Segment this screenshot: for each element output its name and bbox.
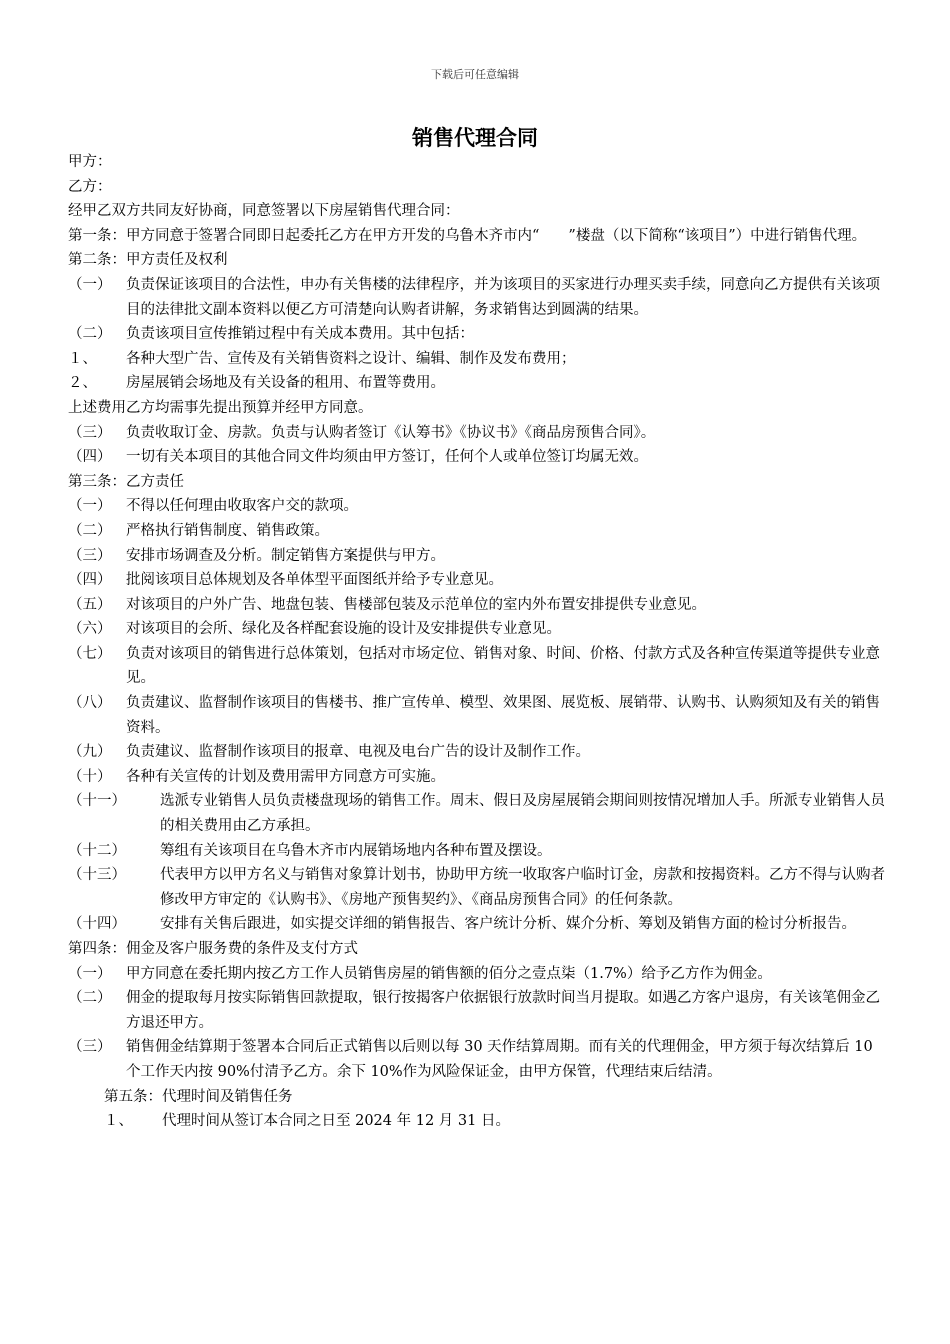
clause-number: （四）	[68, 449, 112, 466]
clause	[68, 839, 888, 864]
clause-number: （十三）	[68, 867, 126, 884]
clause-number: （九）	[68, 744, 112, 761]
clause-number: （二）	[68, 990, 112, 1007]
article-4-heading: 第四条：佣金及客户服务费的条件及支付方式	[68, 941, 358, 957]
document-title: 销售代理合同	[412, 126, 538, 150]
clause-number: （一）	[68, 498, 112, 515]
clause-number: （六）	[68, 621, 112, 638]
clause-text: 各种有关宣传的计划及费用需甲方同意方可实施。	[126, 768, 445, 785]
budget-note: 上述费用乙方均需事先提出预算并经甲方同意。	[68, 399, 373, 416]
clause-text: 甲方同意在委托期内按乙方工作人员销售房屋的销售额的佰分之壹点柒（1.7%）给予乙方作为佣金。	[126, 965, 772, 982]
clause-text: 安排市场调查及分析。制定销售方案提供与甲方。	[126, 547, 445, 564]
sub-clause-text: 代理时间从签订本合同之日至 2024 年 12 月 31 日。	[162, 1113, 510, 1130]
clause	[68, 691, 888, 740]
clause-text: 一切有关本项目的其他合同文件均须由甲方签订，任何个人或单位签订均属无效。	[126, 449, 648, 466]
clause	[68, 519, 888, 544]
clause-text: 负责建议、监督制作该项目的报章、电视及电台广告的设计及制作工作。	[126, 744, 590, 761]
clause-number: （八）	[68, 695, 112, 712]
clause	[68, 789, 888, 838]
clause-text: 负责对该项目的销售进行总体策划，包括对市场定位、销售对象、时间、价格、付款方式及各种宣传渠道等提供专业意见。	[126, 645, 880, 687]
clause-text: 批阅该项目总体规划及各单体型平面图纸并给予专业意见。	[126, 572, 503, 589]
clause-text: 筹组有关该项目在乌鲁木齐市内展销场地内各种布置及摆设。	[160, 842, 552, 859]
clause-text: 对该项目的户外广告、地盘包装、售楼部包装及示范单位的室内外布置安排提供专业意见。	[126, 596, 706, 613]
sub-clause-number: ２、	[68, 375, 97, 392]
article-5-heading: 第五条：代理时间及销售任务	[104, 1088, 293, 1105]
party-b-line: 乙方：	[68, 178, 112, 195]
clause-number: （十）	[68, 768, 112, 785]
clause-number: （七）	[68, 645, 112, 662]
clause-text: 严格执行销售制度、销售政策。	[126, 522, 329, 539]
clause-number: （三）	[68, 1039, 112, 1056]
sub-clause	[68, 371, 888, 396]
clause-number: （四）	[68, 572, 112, 589]
clause	[68, 740, 888, 765]
clause-number: （二）	[68, 326, 112, 343]
clause	[68, 962, 888, 987]
clause	[68, 617, 888, 642]
clause	[68, 322, 888, 347]
clause-number: （三）	[68, 424, 112, 441]
clause-number: （十一）	[68, 793, 126, 810]
clause	[68, 912, 888, 937]
clause	[68, 568, 888, 593]
clause-number: （三）	[68, 547, 112, 564]
clause	[68, 863, 888, 912]
sub-clause-number: １、	[104, 1113, 133, 1130]
clause	[68, 986, 888, 1035]
clause	[68, 642, 888, 691]
sub-clause	[68, 1109, 888, 1134]
clause-number: （十四）	[68, 916, 126, 933]
clause	[68, 273, 888, 322]
clause-number: （一）	[68, 276, 112, 293]
clause-text: 负责该项目宣传推销过程中有关成本费用。其中包括：	[126, 326, 474, 343]
clause-text: 销售佣金结算期于签署本合同后正式销售以后则以每 30 天作结算周期。而有关的代理佣金，甲方须于每次结算后 10 个工作天内按 90%付清予乙方。余下 10%作为风险保证金，由甲方保管，代理结束后结清。	[126, 1039, 873, 1080]
clause-text: 代表甲方以甲方名义与销售对象算计划书，协助甲方统一收取客户临时订金，房款和按揭资料。乙方不得与认购者修改甲方审定的《认购书》、《房地产预售契约》、《商品房预售合同》的任何条款。	[160, 867, 885, 908]
sub-clause-text: 房屋展销会场地及有关设备的租用、布置等费用。	[126, 375, 445, 392]
intro-line: 经甲乙双方共同友好协商，同意签署以下房屋销售代理合同：	[68, 203, 460, 220]
sub-clause-text: 各种大型广告、宣传及有关销售资料之设计、编辑、制作及发布费用；	[126, 350, 576, 367]
party-a-line: 甲方：	[68, 154, 112, 170]
clause-text: 佣金的提取每月按实际销售回款提取，银行按揭客户依据银行放款时间当月提取。如遇乙方客户退房，有关该笔佣金乙方退还甲方。	[126, 990, 880, 1031]
page-header: 下载后可任意编辑	[431, 68, 519, 81]
clause	[68, 1035, 888, 1084]
clause	[68, 765, 888, 790]
article-3-heading: 第三条：乙方责任	[68, 473, 184, 490]
clause-number: （五）	[68, 596, 112, 613]
clause-number: （二）	[68, 522, 112, 539]
clause-text: 负责建议、监督制作该项目的售楼书、推广宣传单、模型、效果图、展览板、展销带、认购书、认购须知及有关的销售资料。	[126, 695, 880, 736]
sub-clause-number: １、	[68, 350, 97, 367]
clause-number: （一）	[68, 965, 112, 982]
clause-text: 负责保证该项目的合法性，申办有关售楼的法律程序，并为该项目的买家进行办理买卖手续，同意向乙方提供有关该项目的法律批文副本资料以便乙方可清楚向认购者讲解，务求销售达到圆满的结果。	[126, 276, 880, 318]
clause-text: 不得以任何理由收取客户交的款项。	[126, 498, 358, 515]
sub-clause	[68, 347, 888, 372]
clause-text: 安排有关售后跟进，如实提交详细的销售报告、客户统计分析、媒介分析、筹划及销售方面的检讨分析报告。	[160, 916, 856, 933]
clause-text: 对该项目的会所、绿化及各样配套设施的设计及安排提供专业意见。	[126, 621, 561, 638]
article-2-heading: 第二条：甲方责任及权利	[68, 252, 228, 269]
clause-text: 负责收取订金、房款。负责与认购者签订《认筹书》《协议书》《商品房预售合同》。	[126, 424, 656, 441]
article-1: 第一条：甲方同意于签署合同即日起委托乙方在甲方开发的乌鲁木齐市内“ ”楼盘（以下简称“该项目”）中进行销售代理。	[68, 227, 867, 244]
clause	[68, 494, 888, 519]
clause	[68, 544, 888, 569]
clause-number: （十二）	[68, 842, 126, 859]
clause-text: 选派专业销售人员负责楼盘现场的销售工作。周末、假日及房屋展销会期间则按情况增加人手。所派专业销售人员的相关费用由乙方承担。	[160, 793, 885, 835]
clause	[68, 593, 888, 618]
clause	[68, 421, 888, 446]
contract-body	[68, 150, 888, 1134]
clause	[68, 445, 888, 470]
